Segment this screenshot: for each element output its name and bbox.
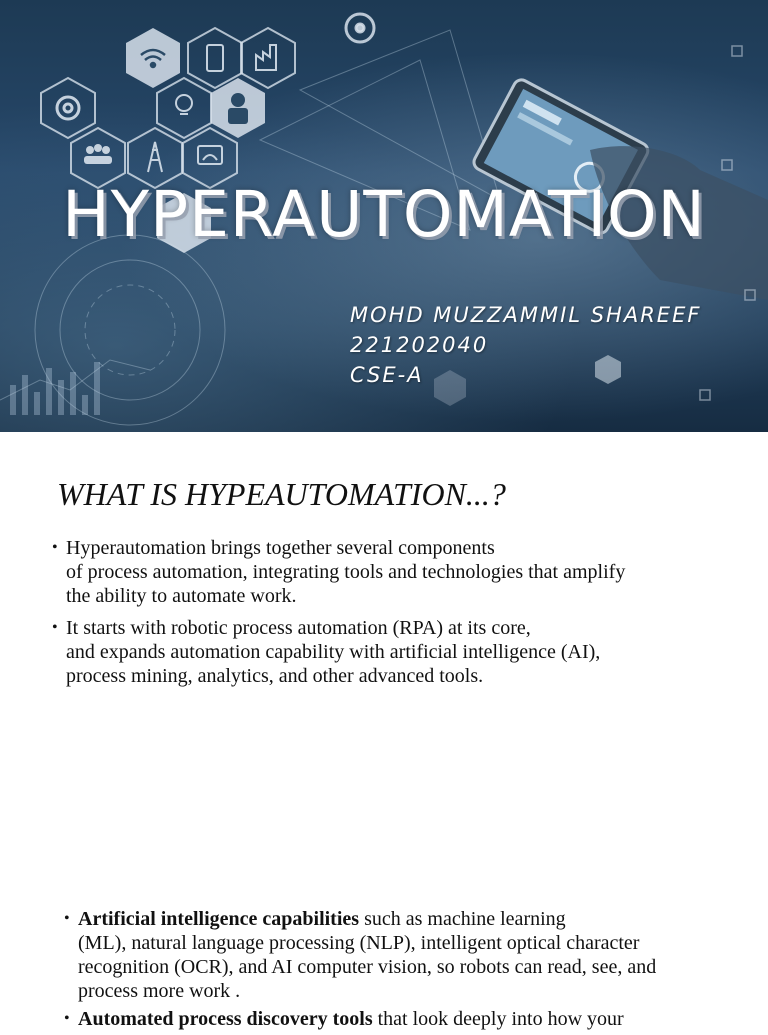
gear-icon	[57, 97, 79, 119]
bullet-line: process mining, analytics, and other advanced tools.	[66, 665, 484, 687]
content-slide	[0, 432, 768, 1030]
bullet-list-top	[52, 536, 746, 696]
slide-heading: WHAT IS HYPEAUTOMATION...?	[57, 476, 506, 512]
target-icon	[346, 14, 374, 42]
list-item	[64, 907, 758, 1003]
bullet-line: the ability to automate work.	[66, 585, 297, 607]
roll-number: 221202040	[350, 333, 489, 357]
list-item	[52, 616, 746, 688]
bullet-line: (ML), natural language processing (NLP), intelligent optical character	[78, 932, 640, 954]
bullet-icon: •	[64, 1010, 70, 1027]
bullet-list-bottom	[64, 907, 758, 1035]
author-block	[350, 300, 701, 390]
bullet-icon: •	[64, 910, 70, 927]
presentation-title: HYPERAUTOMATION	[62, 178, 706, 251]
bullet-bold-term: Automated process discovery tools	[78, 1008, 373, 1030]
bullet-icon: •	[52, 539, 58, 556]
factory-icon	[256, 45, 276, 70]
bullet-text: such as machine learning	[359, 908, 566, 930]
bullet-text: that look deeply into how your	[372, 1008, 624, 1030]
bullet-line: recognition (OCR), and AI computer vision, so robots can read, see, and	[78, 956, 657, 978]
bullet-line: and expands automation capability with artificial intelligence (AI),	[66, 641, 601, 663]
bullet-line: of process automation, integrating tools and technologies that amplify	[66, 561, 626, 583]
list-item	[64, 1007, 758, 1031]
bullet-line: It starts with robotic process automation (RPA) at its core,	[66, 617, 531, 639]
bullet-line	[78, 907, 758, 931]
lightbulb-icon	[176, 95, 192, 114]
team-icon	[84, 144, 112, 164]
bullet-icon: •	[52, 619, 58, 636]
bullet-line: Hyperautomation brings together several components	[66, 537, 495, 559]
bullet-line	[78, 1007, 758, 1031]
bullet-bold-term: Artificial intelligence capabilities	[78, 908, 360, 930]
bullet-line: process more work .	[78, 980, 241, 1002]
tower-icon	[148, 142, 162, 172]
author-name: MOHD MUZZAMMIL SHAREEF	[350, 303, 702, 327]
title-slide	[0, 0, 768, 432]
dashboard-icon	[198, 146, 222, 164]
list-item	[52, 536, 746, 608]
section-label: CSE-A	[350, 363, 424, 387]
phone-icon	[207, 45, 223, 71]
